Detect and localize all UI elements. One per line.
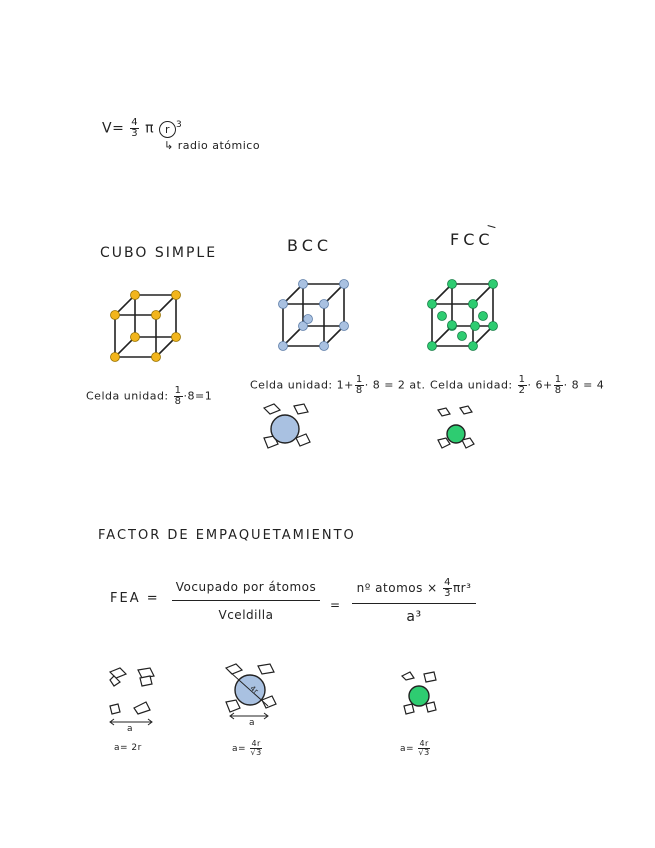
sc-atom bbox=[131, 333, 140, 342]
corner-fragment bbox=[426, 702, 436, 712]
bcc-atom bbox=[279, 342, 288, 351]
fcc-fraction-2 bbox=[554, 375, 563, 396]
corner-fragment bbox=[134, 702, 150, 714]
fcc-cell-label: Celda unidad: bbox=[430, 378, 513, 392]
corner-fragment bbox=[296, 434, 310, 446]
sc-frac-num: 1 bbox=[174, 385, 182, 396]
bcc-formula-fraction bbox=[250, 740, 261, 757]
bcc-cell-count bbox=[250, 375, 425, 396]
sc-fraction bbox=[174, 386, 183, 407]
sc-edge-formula: a= 2r bbox=[114, 743, 142, 753]
sc-cube bbox=[100, 285, 190, 365]
bcc-atom bbox=[279, 300, 288, 309]
fcc-atom bbox=[428, 342, 437, 351]
fcc-atom bbox=[469, 342, 478, 351]
fcc-formula-den: √3 bbox=[418, 748, 430, 757]
sc-atom bbox=[152, 353, 161, 362]
sc-atom bbox=[111, 311, 120, 320]
fcc-frac1-den: 2 bbox=[518, 385, 526, 396]
sc-atom bbox=[111, 353, 120, 362]
corner-fragment bbox=[140, 676, 152, 686]
fea-equals: = bbox=[330, 598, 341, 612]
bcc-atom bbox=[299, 280, 308, 289]
fcc-face-atom bbox=[448, 321, 457, 330]
fcc-cube bbox=[420, 276, 510, 356]
corner-fragment bbox=[460, 406, 472, 414]
fcc-atom-sketch bbox=[434, 406, 478, 454]
fcc-formula-fraction bbox=[418, 740, 429, 757]
bcc-body-atom bbox=[271, 415, 299, 443]
volume-frac-num: 4 bbox=[131, 117, 139, 128]
fcc-face-atom bbox=[438, 312, 447, 321]
corner-fragment bbox=[226, 700, 240, 712]
packing-heading: FACTOR DE EMPAQUETAMIENTO bbox=[98, 528, 356, 543]
bcc-frac-num: 1 bbox=[355, 374, 363, 385]
fcc-face-atom bbox=[479, 312, 488, 321]
bcc-title: BCC bbox=[287, 236, 333, 255]
corner-fragment bbox=[110, 668, 126, 678]
fcc-face-atom-sketch bbox=[409, 686, 429, 706]
bcc-cube bbox=[270, 276, 360, 356]
fcc-cell-rest: · 8 = 4 bbox=[563, 378, 605, 392]
radius-annotation-text: radio atómico bbox=[177, 139, 261, 152]
sc-cell-label: Celda unidad: bbox=[86, 389, 169, 403]
corner-fragment bbox=[402, 672, 414, 680]
corner-fragment bbox=[424, 672, 436, 682]
fcc-frac1-num: 1 bbox=[518, 374, 526, 385]
bcc-atom bbox=[320, 342, 329, 351]
volume-formula bbox=[102, 118, 182, 139]
volume-pi: π bbox=[145, 120, 155, 137]
fea-num2-text: nº atomos × bbox=[356, 581, 438, 595]
bcc-formula-num: 4r bbox=[251, 739, 261, 748]
arrow-icon: ↳ bbox=[164, 139, 174, 152]
fcc-frac2-den: 8 bbox=[554, 385, 562, 396]
sc-atom bbox=[152, 311, 161, 320]
sc-atom bbox=[131, 291, 140, 300]
fcc-edge-formula bbox=[400, 740, 431, 757]
volume-lhs: V= bbox=[102, 120, 125, 137]
fcc-title: FCC bbox=[450, 230, 494, 249]
fcc-atom bbox=[469, 300, 478, 309]
corner-fragment bbox=[226, 664, 242, 674]
fcc-face-atom bbox=[458, 332, 467, 341]
sc-edge-label: a bbox=[127, 724, 134, 734]
radius-symbol: r bbox=[164, 122, 170, 136]
corner-fragment bbox=[438, 408, 450, 416]
fea-denominator-2: a³ bbox=[406, 609, 422, 625]
corner-fragment bbox=[110, 704, 120, 714]
fcc-cell-count bbox=[430, 375, 604, 396]
bcc-atom bbox=[340, 280, 349, 289]
fea-num2-frac-den: 3 bbox=[444, 588, 451, 599]
radius-annotation bbox=[164, 139, 260, 152]
corner-fragment bbox=[258, 664, 274, 674]
sc-atom bbox=[172, 333, 181, 342]
sc-cell-rest: ·8=1 bbox=[183, 389, 213, 403]
fcc-frac2-num: 1 bbox=[554, 374, 562, 385]
sc-cell-count bbox=[86, 386, 212, 407]
bcc-frac-den: 8 bbox=[355, 385, 363, 396]
bcc-cell-rest: · 8 = 2 at. bbox=[364, 378, 426, 392]
fcc-atom bbox=[489, 322, 498, 331]
bcc-diagonal-label: 4r bbox=[248, 684, 260, 696]
sc-atom bbox=[172, 291, 181, 300]
radius-circled bbox=[159, 121, 176, 138]
fcc-fraction-1 bbox=[518, 375, 527, 396]
corner-fragment bbox=[294, 404, 308, 414]
bcc-atom bbox=[340, 322, 349, 331]
bcc-cell-label: Celda unidad: bbox=[250, 378, 333, 392]
bcc-cell-pre: 1+ bbox=[336, 378, 354, 392]
bcc-atom bbox=[320, 300, 329, 309]
corner-fragment bbox=[404, 704, 414, 714]
fea-num2-frac-num: 4 bbox=[444, 577, 451, 588]
volume-fraction bbox=[130, 118, 139, 139]
fcc-formula-num: 4r bbox=[419, 739, 429, 748]
fea-fraction-1 bbox=[172, 580, 320, 622]
bcc-center-atom bbox=[304, 315, 313, 324]
volume-exponent: 3 bbox=[175, 119, 183, 130]
fea-numerator-1: Vocupado por átomos bbox=[172, 580, 320, 601]
sc-frac-den: 8 bbox=[174, 396, 182, 407]
fea-numerator-2 bbox=[352, 578, 476, 604]
fea-denominator-1: Vceldilla bbox=[218, 608, 274, 622]
fea-num2-tail: πr³ bbox=[452, 581, 472, 595]
bcc-formula-den: √3 bbox=[250, 748, 262, 757]
corner-fragment bbox=[264, 404, 280, 414]
bcc-edge-formula bbox=[232, 740, 263, 757]
bcc-fraction bbox=[355, 375, 364, 396]
fcc-face-atom-sketch bbox=[447, 425, 465, 443]
fcc-atom bbox=[489, 280, 498, 289]
fcc-atom bbox=[428, 300, 437, 309]
sc-title: CUBO SIMPLE bbox=[100, 245, 218, 261]
fcc-face-atom bbox=[471, 322, 480, 331]
sc-face-sketch bbox=[104, 664, 164, 736]
fea-fraction-2 bbox=[352, 578, 476, 625]
fcc-formula-lhs: a= bbox=[400, 744, 415, 754]
fcc-atom bbox=[448, 280, 457, 289]
fea-label: FEA = bbox=[110, 591, 160, 606]
bcc-edge-label: a bbox=[249, 718, 256, 728]
fcc-cell-mid: · 6+ bbox=[527, 378, 553, 392]
bcc-formula-lhs: a= bbox=[232, 744, 247, 754]
volume-frac-den: 3 bbox=[131, 128, 139, 139]
bcc-atom-sketch bbox=[258, 402, 314, 452]
fea-num2-fraction bbox=[443, 578, 452, 599]
fcc-face-sketch bbox=[400, 668, 440, 718]
